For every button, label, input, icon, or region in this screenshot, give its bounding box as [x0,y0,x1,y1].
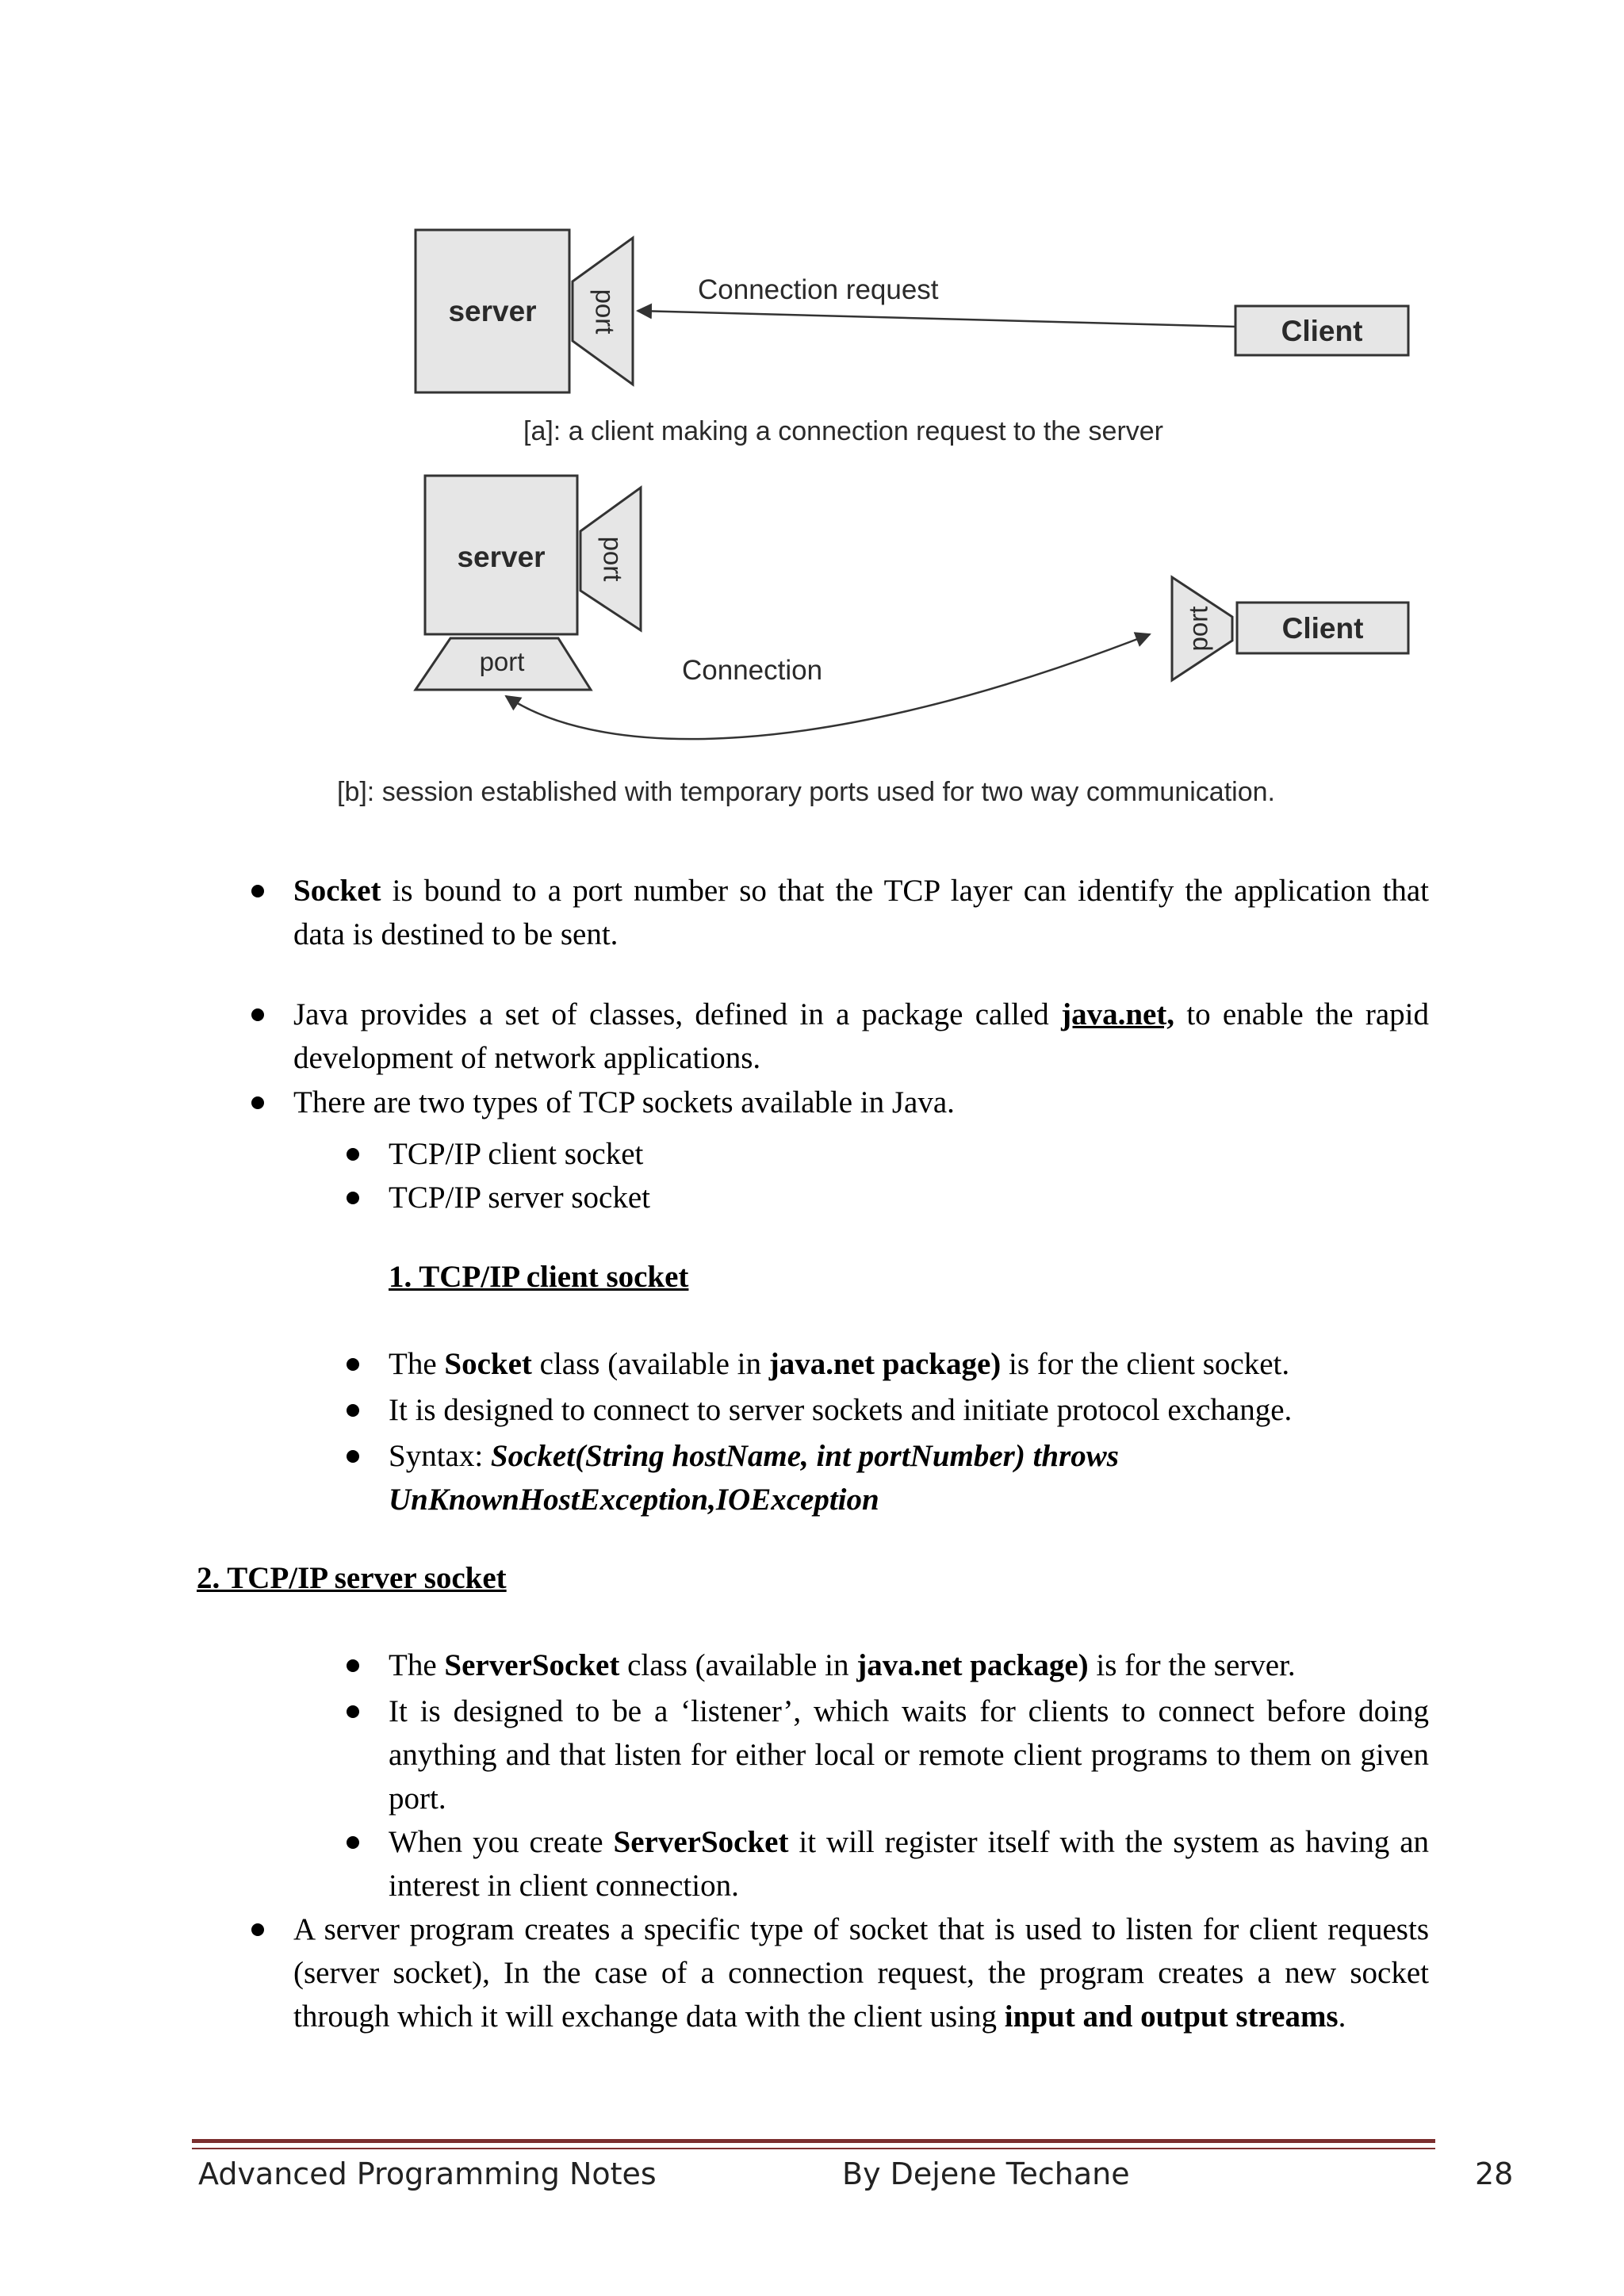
server-label-b: server [457,541,546,573]
client-socket-syntax-item [389,1434,1221,1521]
text-run: The [389,1648,445,1682]
server-label-a: server [448,295,537,327]
footer-title: Advanced Programming Notes [198,2156,657,2191]
figure-caption-b: [b]: session established with temporary ports used for two way communication. [337,777,1275,807]
port-label-client: port [1183,606,1213,652]
bullet-dot [347,1836,359,1849]
bullet-dot [251,1096,264,1109]
term-java-net-package: java.net package) [856,1648,1089,1682]
bullet-dot [347,1659,359,1672]
text-run: A server program creates a specific type of socket that is used to listen for client requests (server socket), In the case of a connection request, the program creates a new socket through which it will exchange data with the client using [293,1912,1429,2034]
figure-part-a [416,230,1408,446]
bullet-dot [251,1008,264,1021]
bullet-dot [347,1404,359,1417]
bullet-dot [251,1923,264,1936]
text-run: Syntax: [389,1439,491,1473]
footer-author: By Dejene Techane [842,2156,1130,2191]
footer-rule-thin [192,2148,1435,2149]
figure-part-b [337,476,1408,807]
bullet-dot [347,1358,359,1371]
term-java-net-package: java.net package) [768,1347,1002,1381]
text-run: When you create [389,1825,614,1859]
bullet-socket-definition [293,869,1429,956]
java-net-package-link[interactable]: java.net, [1061,997,1175,1031]
bullet-dot [347,1705,359,1718]
sub-bullet-client-socket: TCP/IP client socket [389,1137,644,1171]
text-run: is for the server. [1088,1648,1296,1682]
socket-connection-diagram [333,206,1538,825]
text-run: class (available in [619,1648,857,1682]
bullet-dot [347,1148,359,1161]
connection-label: Connection [682,655,823,686]
text-run: Java provides a set of classes, defined in a package called [293,997,1062,1031]
heading-server-socket: 2. TCP/IP server socket [197,1561,507,1595]
bullet-dot [347,1450,359,1463]
connection-request-arrow [638,311,1235,327]
bullet-dot [347,1192,359,1204]
text-run: is for the client socket. [1001,1347,1290,1381]
client-socket-class-item [389,1342,1429,1386]
connection-request-label: Connection request [698,274,939,305]
server-socket-listener-item: It is designed to be a ‘listener’, which waits for clients to connect before doing anything and that listen for either local or remote client programs to them on given port. [389,1694,1429,1816]
term-input-output-streams: input and output streams [1004,1999,1339,2034]
bullet-java-net [293,993,1429,1080]
term-socket-class: Socket [444,1347,532,1381]
client-label-b: Client [1281,612,1364,645]
server-socket-register-item [389,1820,1429,1908]
socket-constructor-syntax: Socket(String hostName, int portNumber) throws UnKnownHostException,IOException [389,1439,1119,1517]
server-program-paragraph [293,1908,1429,2038]
text-run: it will register itself with the system as having an interest in client connection. [389,1825,1430,1903]
heading-client-socket: 1. TCP/IP client socket [389,1260,689,1294]
figure-caption-a: [a]: a client making a connection request to the server [523,416,1164,446]
term-serversocket: ServerSocket [613,1825,789,1859]
bullet-socket-types: There are two types of TCP sockets available in Java. [293,1085,955,1119]
term-socket: Socket [293,874,381,908]
client-label-a: Client [1281,315,1363,347]
server-socket-class-item [389,1644,1429,1687]
sub-bullet-server-socket: TCP/IP server socket [389,1181,650,1215]
page-number: 28 [1475,2156,1514,2191]
text-run: class (available in [531,1347,769,1381]
port-label-a: port [590,289,620,335]
text-run: . [1338,1999,1346,2034]
text-run: The [389,1347,445,1381]
footer-rule [192,2139,1435,2143]
bullet-dot [251,885,264,897]
text-run: to enable the rapid development of network applications. [293,997,1429,1075]
port-label-b-bottom: port [479,647,525,676]
client-socket-purpose-item: It is designed to connect to server sockets and initiate protocol exchange. [389,1393,1293,1427]
term-serversocket-class: ServerSocket [444,1648,620,1682]
connection-arrow [506,634,1150,739]
text-run: is bound to a port number so that the TCP layer can identify the application that data is destined to be sent. [293,874,1429,951]
port-label-b-side: port [598,536,628,582]
